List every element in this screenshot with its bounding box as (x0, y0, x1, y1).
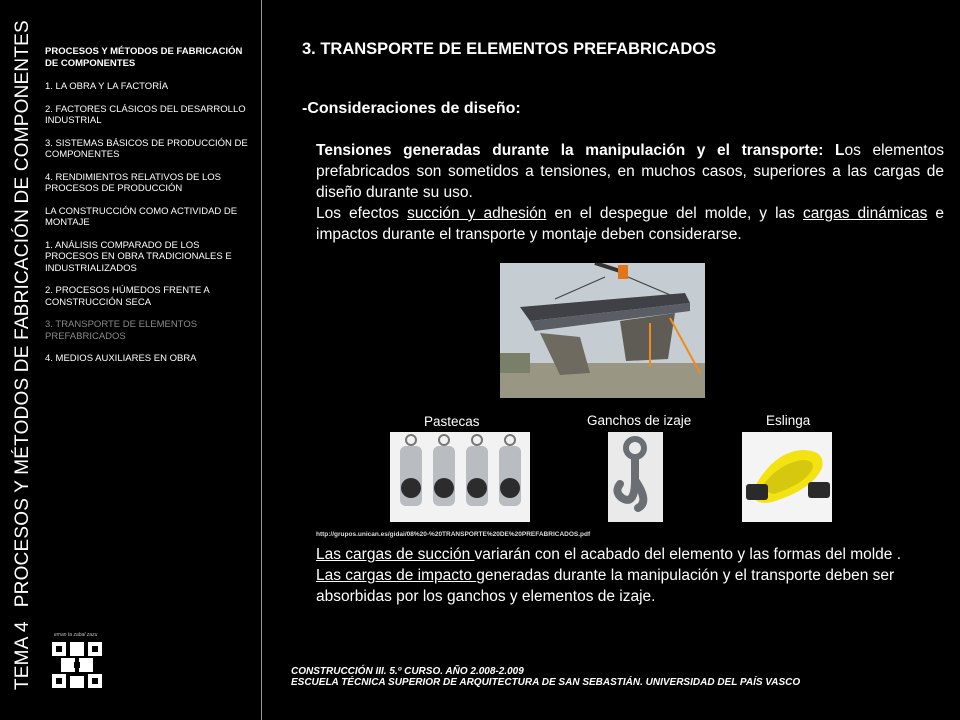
toc-item-construccion-montaje[interactable]: LA CONSTRUCCIÓN COMO ACTIVIDAD DE MONTAJE (45, 205, 238, 228)
upv-logo-icon (48, 632, 108, 694)
cargas-dinamicas-link: cargas dinámicas (802, 205, 928, 222)
design-considerations-text (316, 140, 944, 245)
source-link[interactable]: http://grupos.unican.es/gidai/08%20-%20TRANSPORTE%20DE%20PREFABRICADOS.pdf (316, 531, 591, 538)
toc-item-medios-auxiliares[interactable]: 4. MEDIOS AUXILIARES EN OBRA (45, 353, 197, 364)
tensiones-body: os elementos prefabricados son sometidos a tensiones, en muchos casos, superiores a las cargas de diseño durante su uso. (316, 142, 944, 201)
university-logo (48, 632, 108, 694)
loads-text (316, 544, 944, 607)
logo-motto: eman ta zabal zazu (54, 632, 98, 638)
caption-ganchos: Ganchos de izaje (587, 413, 692, 428)
toc-heading: PROCESOS Y MÉTODOS DE FABRICACIÓN DE COMPONENTES (45, 46, 243, 69)
crane-lifting-beam-photo (500, 263, 705, 398)
footer-school-line: ESCUELA TÉCNICA SUPERIOR DE ARQUITECTURA DE SAN SEBASTIÁN. UNIVERSIDAD DEL PAÍS VASCO (291, 677, 801, 688)
toc-item-procesos-humedos[interactable]: 2. PROCESOS HÚMEDOS FRENTE A CONSTRUCCIÓN SECA (45, 285, 210, 308)
pastecas-pulleys-photo (390, 432, 530, 522)
lifting-hook-photo (608, 432, 663, 522)
impacto-body: generadas durante la manipulación y el transporte deben ser absorbidas por los ganchos y elementos de izaje. (316, 567, 895, 605)
course-footer (291, 666, 800, 688)
cargas-succion-link: Las cargas de succión (316, 546, 475, 563)
efectos-text-b: en el despegue del molde, y las (546, 205, 803, 222)
toc-item-rendimientos[interactable]: 4. RENDIMIENTOS RELATIVOS DE LOS PROCESOS DE PRODUCCIÓN (45, 171, 221, 194)
toc-item-analisis-comparado[interactable]: 1. ANÁLISIS COMPARADO DE LOS PROCESOS EN OBRA TRADICIONALES E INDUSTRIALIZADOS (45, 239, 232, 274)
tema-label: TEMA 4 (12, 621, 33, 690)
cargas-impacto-link: Las cargas de impacto (316, 567, 477, 584)
efectos-text-a: Los efectos (316, 205, 408, 222)
toc-item-obra-factoria[interactable]: 1. LA OBRA Y LA FACTORÍA (45, 81, 169, 92)
table-of-contents (45, 46, 255, 376)
eslinga-sling-photo (742, 432, 832, 522)
succion-adhesion-link: succión y adhesión (407, 205, 547, 222)
toc-item-transporte-active[interactable]: 3. TRANSPORTE DE ELEMENTOS PREFABRICADOS (45, 319, 198, 342)
course-name: PROCESOS Y MÉTODOS DE FABRICACIÓN DE COMPONENTES (12, 20, 33, 608)
toc-item-sistemas-basicos[interactable]: 3. SISTEMAS BÁSICOS DE PRODUCCIÓN DE COMPONENTES (45, 137, 248, 160)
section-subtitle: -Consideraciones de diseño: (302, 100, 521, 117)
caption-eslinga: Eslinga (766, 413, 811, 428)
vertical-course-title (12, 20, 34, 690)
succion-body: variarán con el acabado del elemento y las formas del molde . (474, 546, 902, 563)
slide-title: 3. TRANSPORTE DE ELEMENTOS PREFABRICADOS (302, 40, 717, 58)
footer-course-line: CONSTRUCCIÓN III. 5.º CURSO. AÑO 2.008-2.009 (291, 666, 524, 677)
sidebar-divider (261, 0, 262, 720)
caption-pastecas: Pastecas (424, 414, 480, 429)
toc-item-factores-clasicos[interactable]: 2. FACTORES CLÁSICOS DEL DESARROLLO INDUSTRIAL (45, 103, 246, 126)
efectos-text-c: e impactos durante el transporte y montaje deben considerarse. (316, 205, 945, 243)
tensiones-heading: Tensiones generadas durante la manipulación y el transporte: L (316, 142, 845, 159)
